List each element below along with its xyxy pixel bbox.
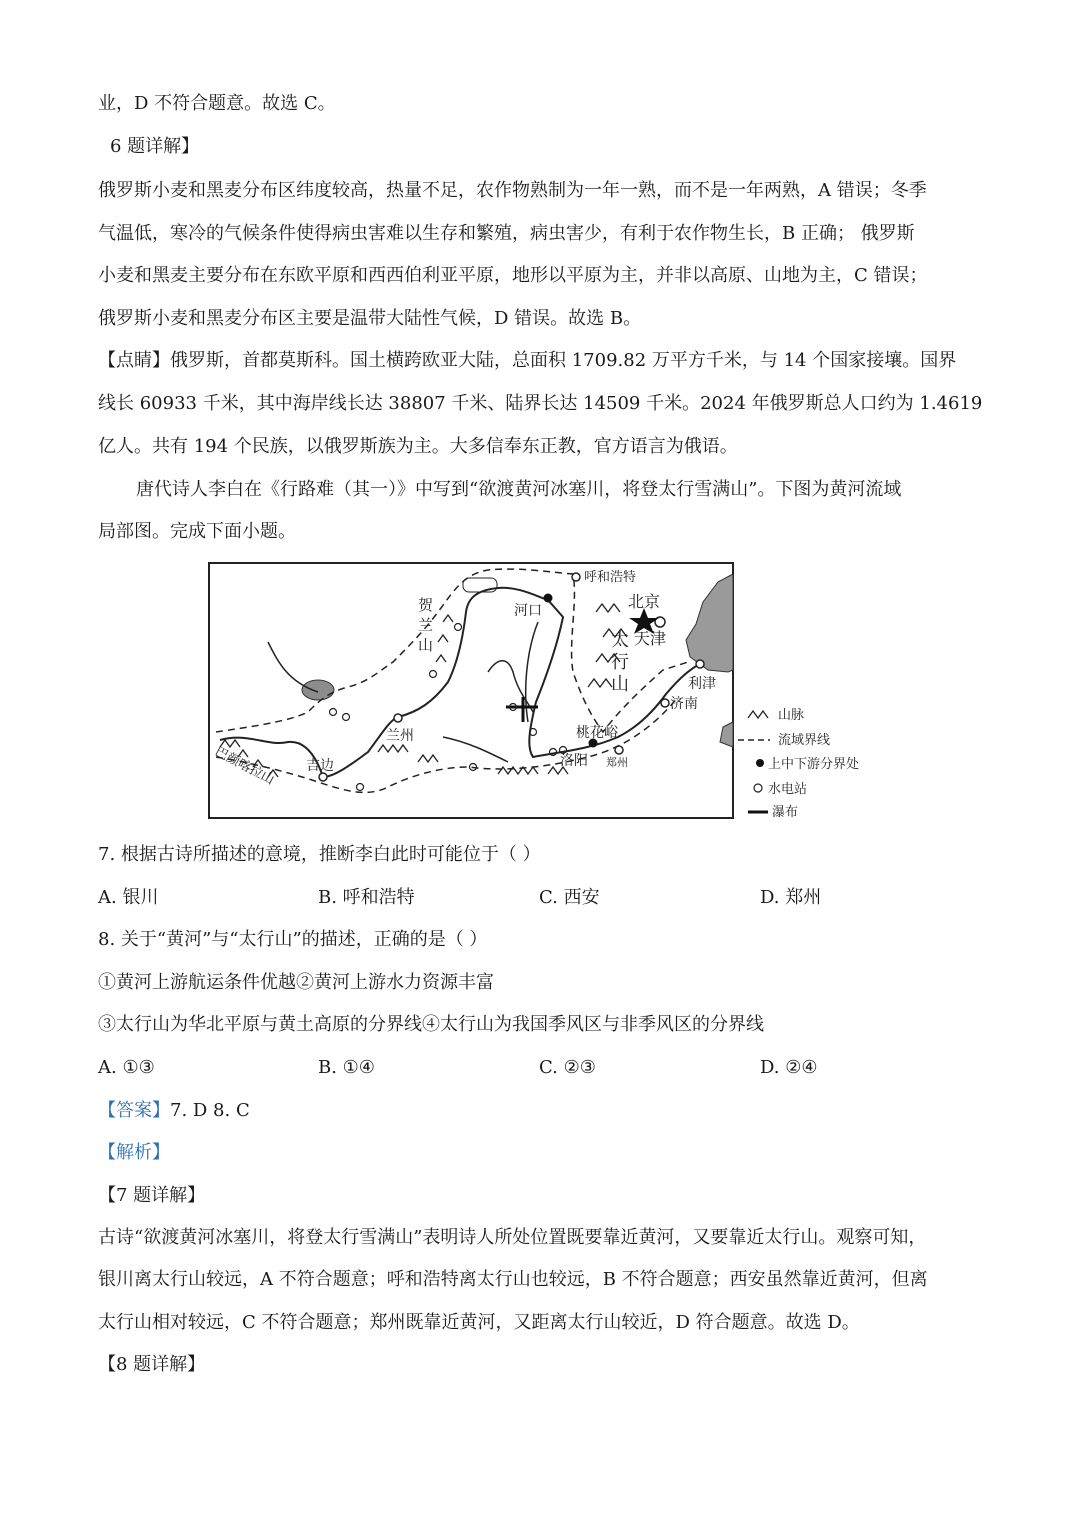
analysis-label: 【解析】	[98, 1142, 170, 1163]
q8-option-b: B. ①④	[318, 1057, 375, 1078]
q8-option-a: A. ①③	[98, 1057, 155, 1078]
question-7-stem: 7. 根据古诗所描述的意境，推断李白此时可能位于（ ）	[98, 844, 541, 865]
city-marker	[615, 746, 623, 754]
text-line: 古诗“欲渡黄河冰塞川，将登太行雪满山”表明诗人所处位置既要靠近黄河，又要靠近太行山。观察可知，	[98, 1227, 927, 1248]
legend-hydro: 水电站	[768, 782, 808, 797]
label-huhehaote: 呼和浩特	[584, 570, 637, 585]
q7-option-c: C. 西安	[539, 887, 600, 908]
label-taihang-1: 太	[611, 630, 629, 651]
yellow-river-map	[208, 562, 878, 820]
label-luoyang: 洛阳	[560, 753, 588, 769]
label-tianjin: 天津	[634, 629, 667, 648]
answer-values: 7. D 8. C	[170, 1100, 250, 1121]
answer-line	[98, 1098, 250, 1124]
text-line: 线长 60933 千米，其中海岸线长达 38807 千米、陆界长达 14509 千米。2024 年俄罗斯总人口约为 1.4619	[98, 393, 983, 414]
label-taihang-3: 山	[611, 674, 629, 695]
q8-option-d: D. ②④	[760, 1057, 818, 1078]
qinghai-lake	[302, 680, 334, 700]
q8-statements-2: ③太行山为华北平原与黄土高原的分界线④太行山为我国季风区与非季风区的分界线	[98, 1014, 764, 1035]
legend-mountain-icon	[748, 711, 768, 718]
city-marker	[661, 699, 669, 707]
text-line: 俄罗斯小麦和黑麦分布区纬度较高，热量不足，农作物熟制为一年一熟，而不是一年两熟，A 错误；冬季	[98, 180, 927, 201]
label-helan-3: 山	[418, 636, 434, 654]
legend-hydro-icon	[754, 784, 762, 792]
q7-option-d: D. 郑州	[760, 887, 822, 908]
label-helan-1: 贺	[418, 596, 434, 614]
legend-mountain: 山脉	[778, 708, 805, 723]
text-line: 气温低，寒冷的气候条件使得病虫害难以生存和繁殖，病虫害少，有利于农作物生长，B 正确； 俄罗斯	[98, 223, 915, 244]
q7-detail-title: 【7 题详解】	[98, 1185, 206, 1206]
label-zhengzhou: 郑州	[606, 756, 628, 769]
text-line: 太行山相对较远，C 不符合题意；郑州既靠近黄河，又距离太行山较近，D 符合题意。故选 D。	[98, 1312, 860, 1333]
label-hekou: 河口	[514, 603, 542, 619]
label-bayankala: 巴颜喀拉山	[212, 744, 277, 789]
label-taihang-2: 行	[611, 652, 629, 673]
label-lanzhou: 兰州	[386, 728, 414, 744]
city-marker	[572, 573, 580, 581]
legend-waterfall: 瀑布	[772, 805, 799, 820]
q7-option-b: B. 呼和浩特	[318, 887, 415, 908]
q8-statements-1: ①黄河上游航运条件优越②黄河上游水力资源丰富	[98, 972, 494, 993]
q8-option-c: C. ②③	[539, 1057, 596, 1078]
label-beijing: 北京	[628, 592, 661, 611]
text-line: 【点睛】俄罗斯，首都莫斯科。国土横跨欧亚大陆，总面积 1709.82 万平方千米，与 14 个国家接壤。国界	[98, 350, 957, 371]
label-lijin: 利津	[688, 676, 716, 692]
q7-option-a: A. 银川	[98, 887, 159, 908]
label-helan-2: 兰	[418, 616, 434, 634]
text-line: 银川离太行山较远，A 不符合题意；呼和浩特离太行山也较远，B 不符合题意；西安虽然靠近黄河，但离	[98, 1269, 928, 1290]
text-line: 局部图。完成下面小题。	[98, 521, 296, 542]
city-marker	[696, 660, 704, 668]
legend-divide-icon	[756, 759, 764, 767]
map-legend	[738, 708, 859, 820]
section-heading: 6 题详解】	[110, 136, 200, 157]
legend-boundary: 流域界线	[778, 733, 831, 748]
text-line: 俄罗斯小麦和黑麦分布区主要是温带大陆性气候，D 错误。故选 B。	[98, 308, 642, 329]
label-jinan: 济南	[670, 696, 698, 712]
label-taohuayu: 桃花峪	[576, 725, 618, 741]
answer-label: 【答案】	[98, 1100, 170, 1121]
legend-divide: 上中下游分界处	[768, 757, 860, 772]
city-marker	[319, 773, 327, 781]
hekou-division-point	[544, 594, 553, 603]
q8-detail-title: 【8 题详解】	[98, 1354, 206, 1375]
text-line: 业，D 不符合题意。故选 C。	[98, 93, 336, 114]
question-8-stem: 8. 关于“黄河”与“太行山”的描述，正确的是（ ）	[98, 929, 488, 950]
label-jibian: 吉边	[306, 758, 334, 774]
text-line: 唐代诗人李白在《行路难（其一）》中写到“欲渡黄河冰塞川，将登太行雪满山”。下图为黄河流域	[136, 479, 902, 500]
text-line: 亿人。共有 194 个民族，以俄罗斯族为主。大多信奉东正教，官方语言为俄语。	[98, 436, 738, 457]
text-line: 小麦和黑麦主要分布在东欧平原和西西伯利亚平原，地形以平原为主，并非以高原、山地为主，C 错误；	[98, 265, 928, 286]
lake-icon	[463, 578, 497, 592]
city-marker	[394, 714, 402, 722]
